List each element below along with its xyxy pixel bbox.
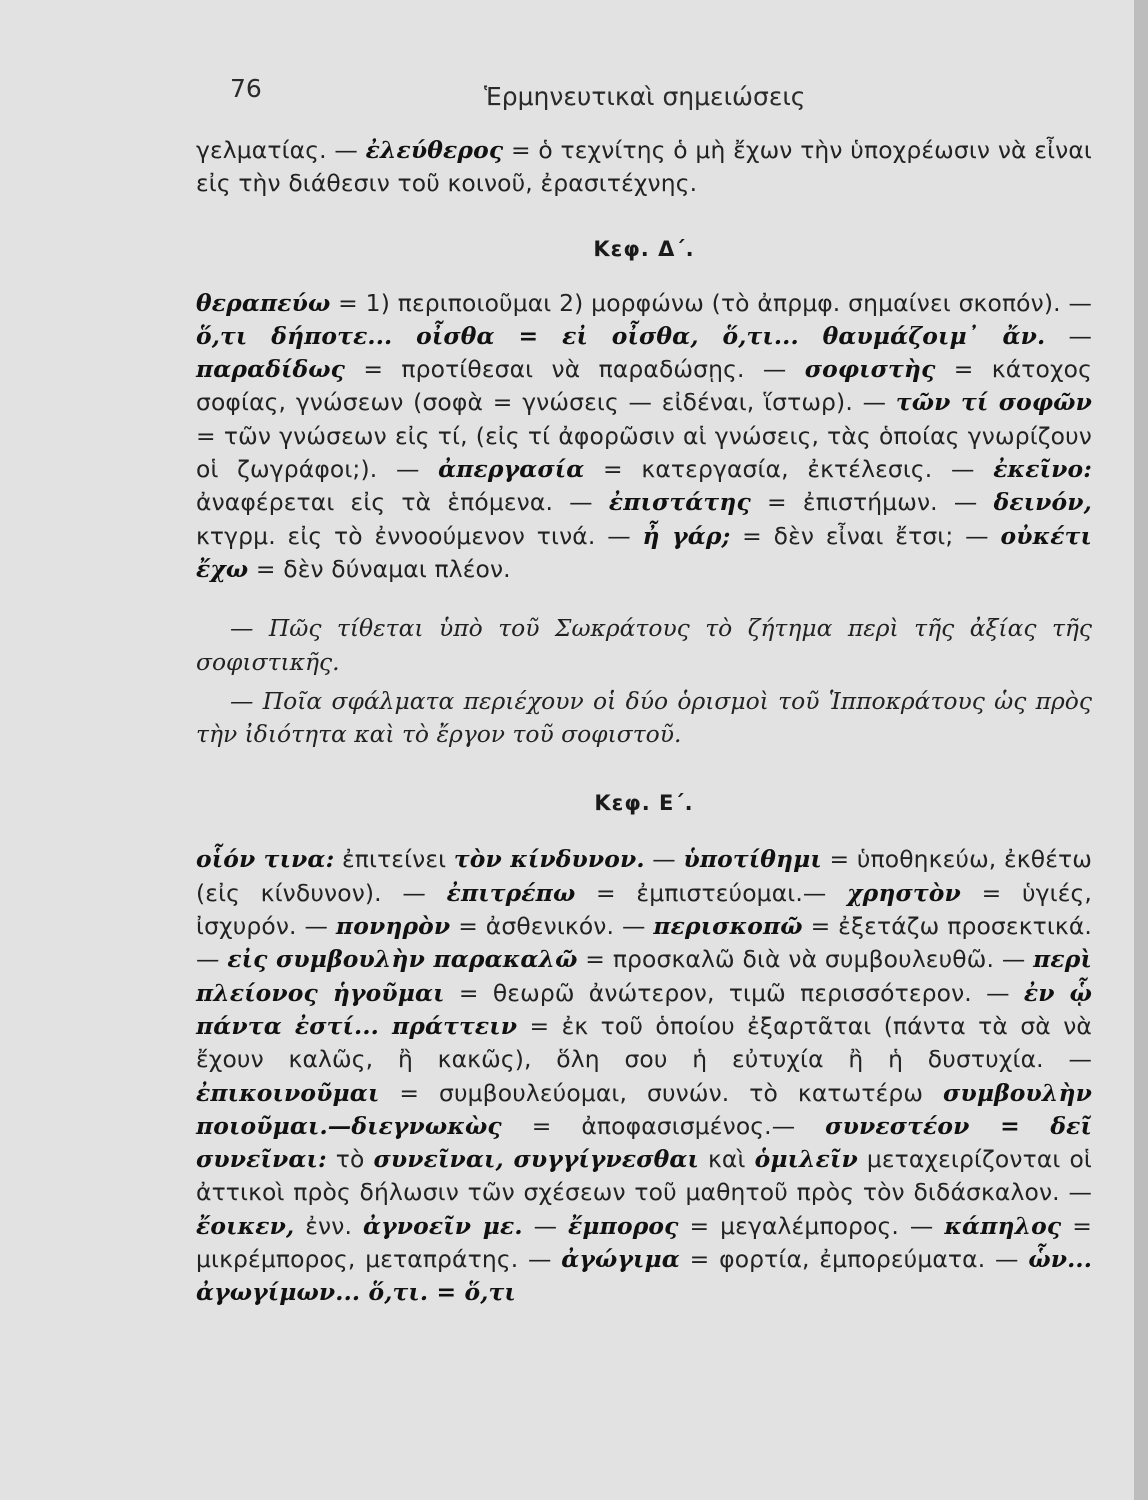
lemma-term: περισκοπῶ (653, 912, 803, 941)
gloss-text: ἀναφέρεται εἰς τὰ ἑπόμενα. — (196, 488, 609, 517)
gloss-text: = ἀποφασισμένος.— (501, 1111, 826, 1140)
running-title: Ἑρμηνευτικαὶ σημειώσεις (484, 82, 806, 111)
gloss-text: τὸ (326, 1145, 374, 1174)
lemma-term: ἐν ᾧ πάντα ἐστί... πράττειν (196, 978, 1092, 1040)
lemma-term: ὑποτίθημι (683, 845, 822, 874)
gloss-text: = ἀσθενικόν. — (450, 912, 654, 941)
chapter-heading-epsilon: Κεφ. Ε΄. (594, 791, 694, 816)
gloss-text: = ἐπιστήμων. — (750, 488, 994, 517)
lemma-term: ἀγνοεῖν με. (362, 1211, 523, 1240)
gloss-text: = ὁ τεχνίτης ὁ μὴ ἔχων τὴν ὑποχρέωσιν νὰ εἶναι εἰς τὴν διάθεσιν τοῦ κοινοῦ, ἐρασιτέχνης. (196, 136, 1092, 198)
lemma-term: οἷόν τινα: (196, 845, 335, 874)
lemma-term: ὅ,τι δήποτε... οἶσθα = εἰ οἶσθα, ὅ,τι... θαυμάζοιμ᾽ ἄν. (196, 321, 1046, 350)
gloss-text: = μικρέμπορος, μεταπράτης. — (196, 1211, 1092, 1274)
question-1: — Πῶς τίθεται ὑπὸ τοῦ Σωκράτους τὸ ζήτημα περὶ τῆς ἀξίας τῆς σοφιστικῆς. (196, 614, 1092, 676)
page-body (196, 134, 1092, 1310)
gloss-text: κτγρμ. εἰς τὸ ἐννοούμενον τινά. — (196, 521, 643, 550)
gloss-text: μεταχειρίζονται οἱ ἀττικοὶ πρὸς δήλωσιν τῶν σχέσεων τοῦ μαθητοῦ πρὸς τὸν διδάσκαλον. — (196, 1145, 1092, 1207)
gloss-text: ἐνν. (294, 1211, 363, 1240)
lemma-term: ἔμπορος (568, 1211, 679, 1240)
gloss-text: = ἐξετάζω προσεκτικά. — (196, 912, 1093, 974)
paragraph-intro (196, 134, 1092, 201)
paragraph-notes-delta (196, 287, 1092, 587)
gloss-text: — (1045, 321, 1092, 350)
lemma-term: κάπηλος (944, 1211, 1062, 1240)
lemma-term: οὐκέτι ἔχω (196, 521, 1092, 583)
gloss-text: καὶ (699, 1145, 755, 1174)
gloss-text: = ἐκ τοῦ ὁποίου ἐξαρτᾶται (πάντα τὰ σὰ νὰ ἔχουν καλῶς, ἢ κακῶς), ὅλη σου ἡ εὐτυχία ἢ ἡ δυστυχία. — (196, 1011, 1093, 1074)
gloss-text: = προτίθεσαι νὰ παραδώσῃς. — (345, 355, 805, 384)
gloss-text: — (522, 1211, 569, 1240)
lemma-term: ἀγώγιμα (561, 1245, 680, 1274)
gloss-text: — (644, 845, 684, 874)
lemma-term: δεινόν, (993, 488, 1092, 517)
gloss-text: = θεωρῶ ἀνώτερον, τιμῶ περισσότερον. — (444, 978, 1024, 1007)
gloss-text: = φορτία, ἐμπορεύματα. — (679, 1245, 1029, 1274)
gloss-text: = ὑποθηκεύω, ἐκθέτω (εἰς κίνδυνον). — (196, 845, 1092, 907)
lemma-term: ἔοικεν, (196, 1211, 295, 1240)
lemma-term: ἐπικοινοῦμαι (196, 1078, 380, 1107)
lemma-term: περὶ πλείονος ἡγοῦμαι (196, 945, 1092, 1007)
gloss-text: γελματίας. — (196, 136, 366, 164)
page-edge (1134, 0, 1148, 1500)
lemma-term: ἐκεῖνο: (993, 455, 1092, 484)
gloss-text: = μεγαλέμπορος. — (678, 1211, 945, 1240)
lemma-term: ἐπιστάτης (608, 488, 751, 517)
page-number: 76 (230, 74, 262, 103)
lemma-term: σοφιστὴς (804, 355, 936, 384)
lemma-term: ὁμιλεῖν (754, 1145, 858, 1174)
gloss-text: = κάτοχος σοφίας, γνώσεων (σοφὰ = γνώσεις — εἰδέναι, ἵστωρ). — (196, 355, 1092, 417)
lemma-term: συνεστέον = δεῖ συνεῖναι: (196, 1111, 1093, 1174)
lemma-term: τῶν τί σοφῶν (895, 388, 1092, 417)
gloss-text: ἐπιτείνει (334, 845, 454, 874)
running-header (0, 74, 1148, 114)
lemma-term: παραδίδως (196, 355, 346, 384)
gloss-text: = τῶν γνώσεων εἰς τί, (εἰς τί ἀφορῶσιν αἱ γνώσεις, τὰς ὁποίας γνωρίζουν οἱ ζωγράφοι;). — (196, 421, 1092, 484)
gloss-text: = κατεργασία, ἐκτέλεσις. — (584, 455, 994, 484)
lemma-term: θεραπεύω (196, 288, 331, 317)
lemma-term: συμβουλὴν ποιοῦμαι.—διεγνωκὼς (196, 1078, 1092, 1140)
lemma-term: συνεῖναι, συγγίγνεσθαι (373, 1145, 699, 1174)
lemma-term: ἀπεργασία (438, 455, 585, 484)
lemma-term: τὸν κίνδυνον. (453, 845, 645, 874)
gloss-text: = 1) περιποιοῦμαι 2) μορφώνω (τὸ ἀπρμφ. σημαίνει σκοπόν). — (330, 288, 1092, 317)
paragraph-notes-epsilon (196, 843, 1092, 1309)
gloss-text: = ἐμπιστεύομαι.— (575, 878, 848, 907)
lemma-term: ἐπιτρέπω (446, 878, 576, 907)
gloss-text: = δὲν εἶναι ἔτσι; — (730, 521, 1001, 550)
lemma-term: πονηρὸν (335, 912, 451, 941)
gloss-text: = ὑγιές, ἰσχυρόν. — (196, 878, 1092, 941)
gloss-text: = προσκαλῶ διὰ νὰ συμβουλευθῶ. — (577, 945, 1034, 974)
lemma-term: ὧν... ἀγωγίμων... ὅ,τι. = ὅ,τι (196, 1245, 1092, 1307)
lemma-term: χρηστὸν (847, 878, 961, 907)
gloss-text: = δὲν δύναμαι πλέον. (248, 554, 511, 583)
chapter-heading-delta: Κεφ. Δ΄. (593, 236, 695, 261)
gloss-text: = συμβουλεύομαι, συνών. τὸ κατωτέρω (379, 1078, 944, 1107)
question-2: — Ποῖα σφάλματα περιέχουν οἱ δύο ὁρισμοὶ τοῦ Ἱπποκράτους ὡς πρὸς τὴν ἰδιότητα καὶ τὸ ἔργον τοῦ σοφιστοῦ. (196, 686, 1092, 749)
lemma-term: εἰς συμβουλὴν παρακαλῶ (227, 945, 578, 974)
lemma-term: ἦ γάρ; (642, 521, 731, 550)
lemma-term: ἐλεύθερος (365, 136, 504, 164)
